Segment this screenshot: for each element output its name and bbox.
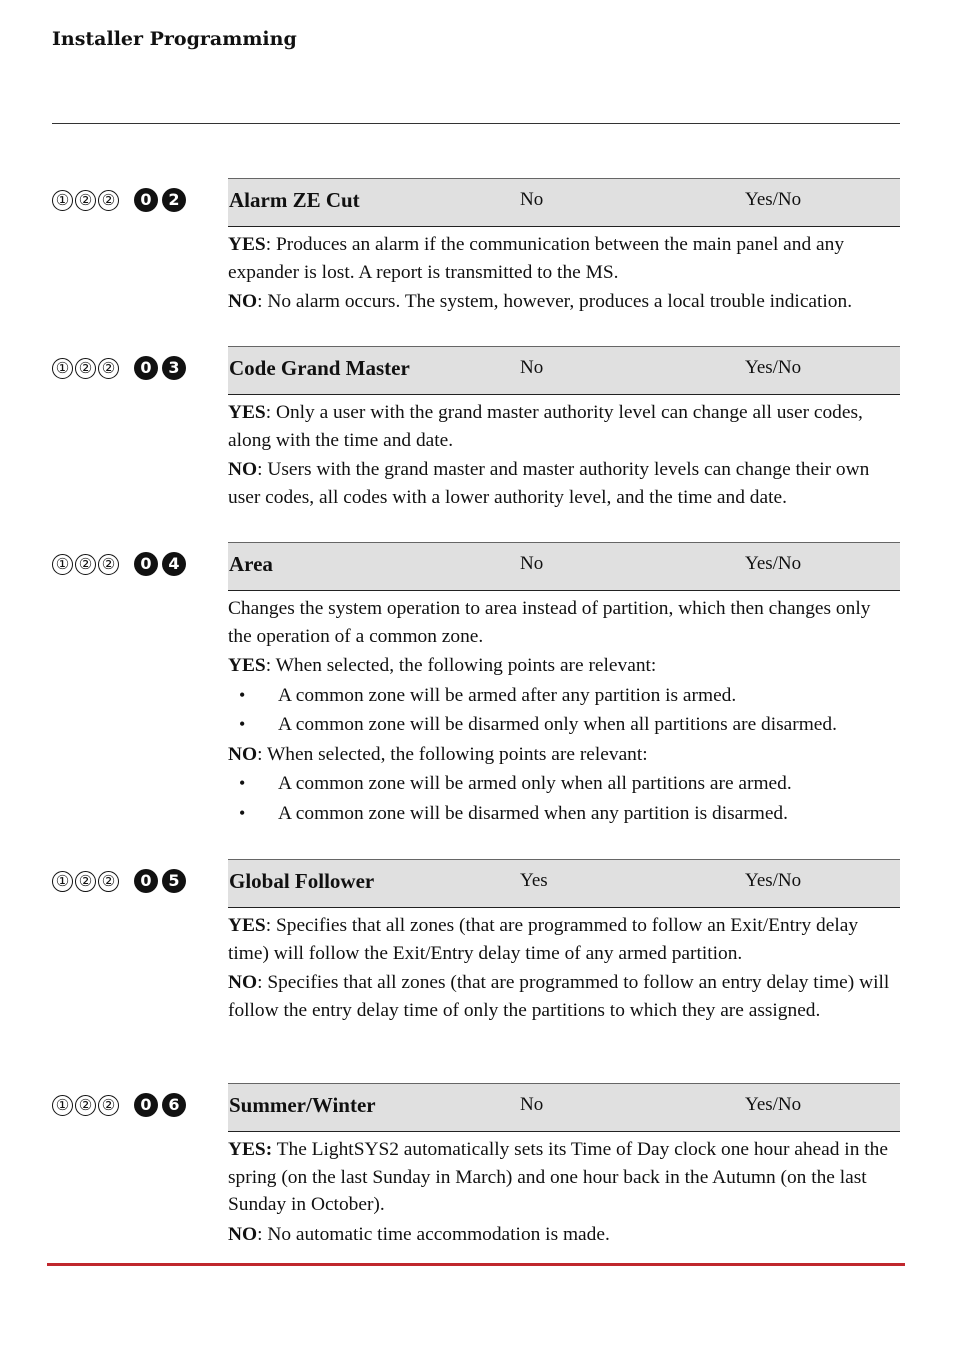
option-description [228,231,896,318]
no-text: : No automatic time accommodation is made. [257,1223,610,1245]
no-text: : Specifies that all zones (that are programmed to follow an entry delay time) will follow the entry delay time of only the partitions to which they are assigned. [228,972,890,1021]
option-title: Global Follower [229,869,375,893]
no-paragraph [228,288,896,316]
key-2-icon: ② [98,1095,119,1116]
yes-text: : When selected, the following points are relevant: [265,655,657,676]
option-digit-icon: 0 [134,188,158,212]
yes-paragraph [228,231,896,286]
yes-text: : Specifies that all zones (that are programmed to follow an Exit/Entry delay time) will follow the Exit/Entry delay time of any armed partition. [228,915,859,964]
yes-bullet-list [228,682,896,739]
option-digit-icon: 0 [134,869,158,893]
key-sequence [52,188,186,212]
list-item: • A common zone will be disarmed when any partition is disarmed. [228,800,896,828]
yes-label: YES [228,915,266,936]
no-label: NO [228,743,258,765]
key-2-icon: ② [98,190,119,211]
key-1-icon: ① [52,358,73,379]
option-range: Yes/No [745,870,802,891]
key-2-icon: ② [98,871,119,892]
yes-text: The LightSYS2 automatically sets its Time of Day clock one hour ahead in the spring (on the last Sunday in March) and one hour back in the Autumn (on the last Sunday in October). [228,1139,888,1215]
yes-text: : Only a user with the grand master authority level can change all user codes, along with the time and date. [228,402,863,451]
yes-paragraph [228,912,896,967]
list-item: • A common zone will be armed only when all partitions are armed. [228,770,896,798]
key-sequence [52,1093,186,1117]
list-item: • A common zone will be armed after any partition is armed. [228,682,896,710]
option-description [228,399,896,513]
key-sequence [52,552,186,576]
key-sequence [52,356,186,380]
key-1-icon: ① [52,871,73,892]
footer-divider [47,1263,905,1266]
key-2-icon: ② [75,1095,96,1116]
option-title: Code Grand Master [229,356,410,380]
option-range: Yes/No [745,1094,802,1115]
no-label: NO [228,1223,258,1245]
key-2-icon: ② [98,554,119,575]
no-paragraph [228,969,896,1024]
option-default: No [520,553,544,574]
list-item: • A common zone will be disarmed only when all partitions are disarmed. [228,711,896,739]
no-bullet-list [228,770,896,827]
option-range: Yes/No [745,189,802,210]
option-digit-icon: 6 [162,1093,186,1117]
key-1-icon: ① [52,1095,73,1116]
option-digit-icon: 3 [162,356,186,380]
option-description [228,1136,896,1250]
key-sequence [52,869,186,893]
option-header-row [228,346,900,395]
yes-label: YES [228,234,266,255]
yes-label: YES [228,402,266,423]
option-header-row [228,178,900,227]
no-paragraph [228,741,896,769]
key-2-icon: ② [75,554,96,575]
no-text: : No alarm occurs. The system, however, produces a local trouble indication. [257,291,853,312]
no-text: : When selected, the following points are relevant: [257,743,648,765]
option-title: Alarm ZE Cut [229,188,360,212]
option-default: Yes [520,870,548,891]
no-label: NO [228,291,258,312]
option-description [228,595,896,829]
page-header: Installer Programming [52,28,297,50]
yes-paragraph [228,1136,896,1219]
yes-paragraph [228,399,896,454]
option-default: No [520,189,544,210]
option-range: Yes/No [745,357,802,378]
option-header-row [228,859,900,908]
option-description [228,912,896,1026]
option-digit-icon: 0 [134,1093,158,1117]
option-title: Summer/Winter [229,1093,376,1117]
option-digit-icon: 4 [162,552,186,576]
option-header-row [228,1083,900,1132]
no-text: : Users with the grand master and master authority levels can change their own user codes, all codes with a lower authority level, and the time and date. [228,459,870,508]
option-header-row [228,542,900,591]
yes-paragraph [228,652,896,680]
no-label: NO [228,459,258,480]
key-1-icon: ① [52,554,73,575]
yes-text: : Produces an alarm if the communication between the main panel and any expander is lost. A report is transmitted to the MS. [228,234,845,283]
no-label: NO [228,972,258,993]
option-title: Area [229,552,273,576]
option-digit-icon: 2 [162,188,186,212]
yes-label: YES: [228,1139,273,1160]
key-1-icon: ① [52,190,73,211]
no-paragraph [228,456,896,511]
option-default: No [520,1094,544,1115]
yes-label: YES [228,655,266,676]
header-divider [52,123,900,124]
key-2-icon: ② [75,190,96,211]
option-default: No [520,357,544,378]
key-2-icon: ② [75,871,96,892]
intro-paragraph: Changes the system operation to area instead of partition, which then changes only the operation of a common zone. [228,598,871,647]
option-range: Yes/No [745,553,802,574]
no-paragraph [228,1221,896,1249]
key-2-icon: ② [75,358,96,379]
option-digit-icon: 5 [162,869,186,893]
option-digit-icon: 0 [134,356,158,380]
option-digit-icon: 0 [134,552,158,576]
key-2-icon: ② [98,358,119,379]
